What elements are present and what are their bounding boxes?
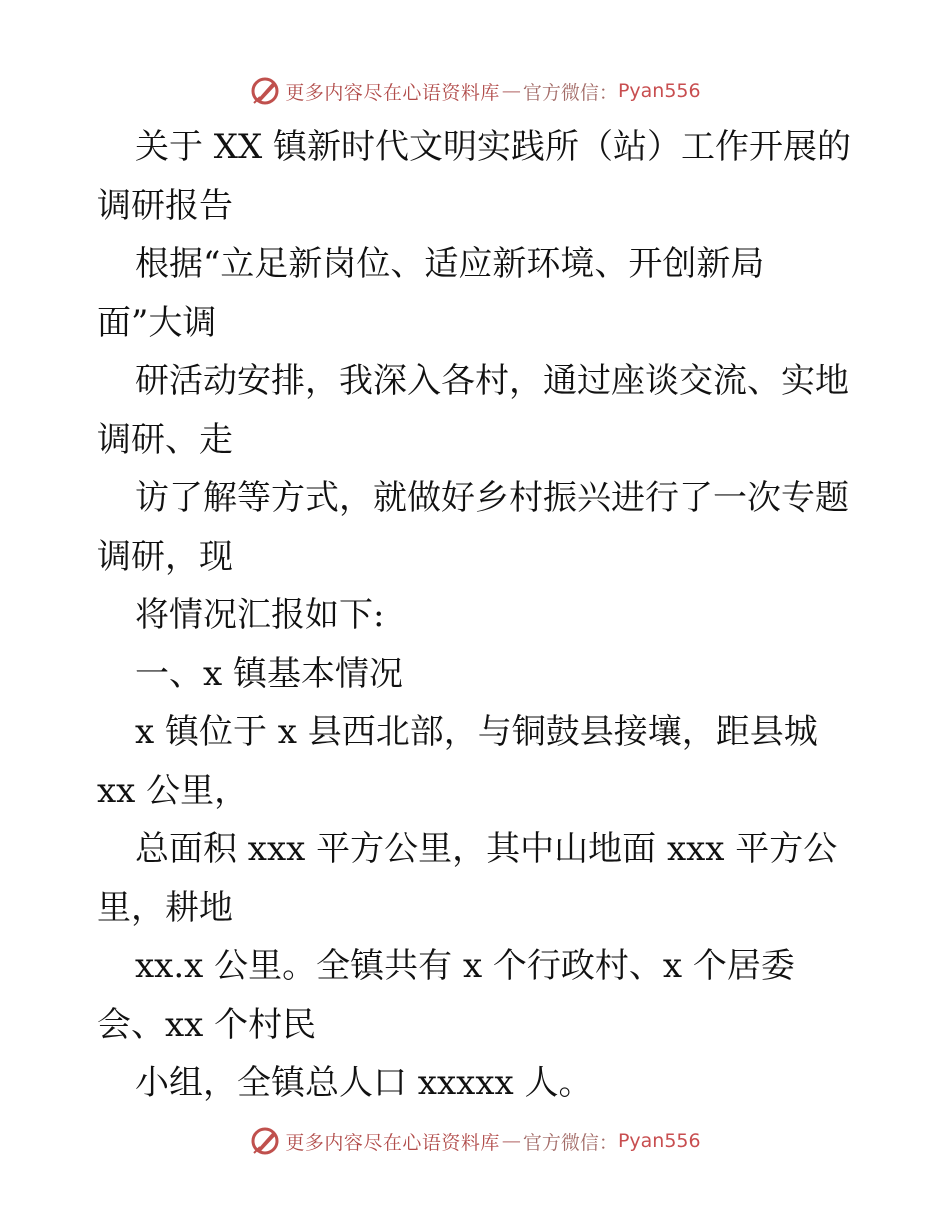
- watermark-header: [0, 74, 950, 108]
- quill-logo-icon: [249, 1125, 281, 1157]
- watermark-dash: —: [501, 1130, 521, 1152]
- section-heading: 一、x 镇基本情况: [135, 653, 403, 694]
- doc-text-line: 访了解等方式，就做好乡村振兴进行了一次专题: [135, 478, 849, 518]
- doc-text-line: 里，耕地: [97, 887, 233, 928]
- doc-title-line-1: 关于 XX 镇新时代文明实践所（站）工作开展的: [135, 127, 852, 167]
- doc-text-line: x 镇位于 x 县西北部，与铜鼓县接壤，距县城: [135, 712, 818, 752]
- doc-text-line: 调研，现: [97, 536, 233, 577]
- doc-text-line: 总面积 xxx 平方公里，其中山地面 xxx 平方公: [135, 829, 838, 869]
- watermark-text: 更多内容尽在心语资料库: [285, 81, 500, 104]
- doc-text-line: 会、xx 个村民: [97, 1004, 317, 1045]
- watermark-subtext: 官方微信：: [522, 81, 618, 104]
- doc-text-line: 研活动安排，我深入各村，通过座谈交流、实地: [135, 361, 849, 401]
- watermark-handle: Pyan556: [617, 1130, 701, 1152]
- watermark-dash: —: [501, 80, 521, 102]
- doc-text-line: 小组，全镇总人口 xxxxx 人。: [135, 1063, 593, 1103]
- watermark-subtext: 官方微信：: [522, 1131, 618, 1154]
- doc-title-line-2: 调研报告: [97, 185, 233, 226]
- quill-logo-icon: [249, 75, 281, 107]
- doc-text-line: 面”大调: [97, 302, 217, 343]
- doc-text-line: 将情况汇报如下:: [135, 595, 385, 635]
- doc-text-line: xx 公里，: [97, 770, 249, 811]
- watermark-handle: Pyan556: [617, 80, 701, 102]
- document-body: [97, 118, 857, 1113]
- doc-text-line: xx.x 公里。全镇共有 x 个行政村、x 个居委: [135, 946, 795, 986]
- watermark-text: 更多内容尽在心语资料库: [285, 1131, 500, 1154]
- watermark-footer: [0, 1124, 950, 1158]
- doc-text-line: 调研、走: [97, 419, 233, 460]
- doc-text-line: 根据“立足新岗位、适应新环境、开创新局: [135, 244, 765, 284]
